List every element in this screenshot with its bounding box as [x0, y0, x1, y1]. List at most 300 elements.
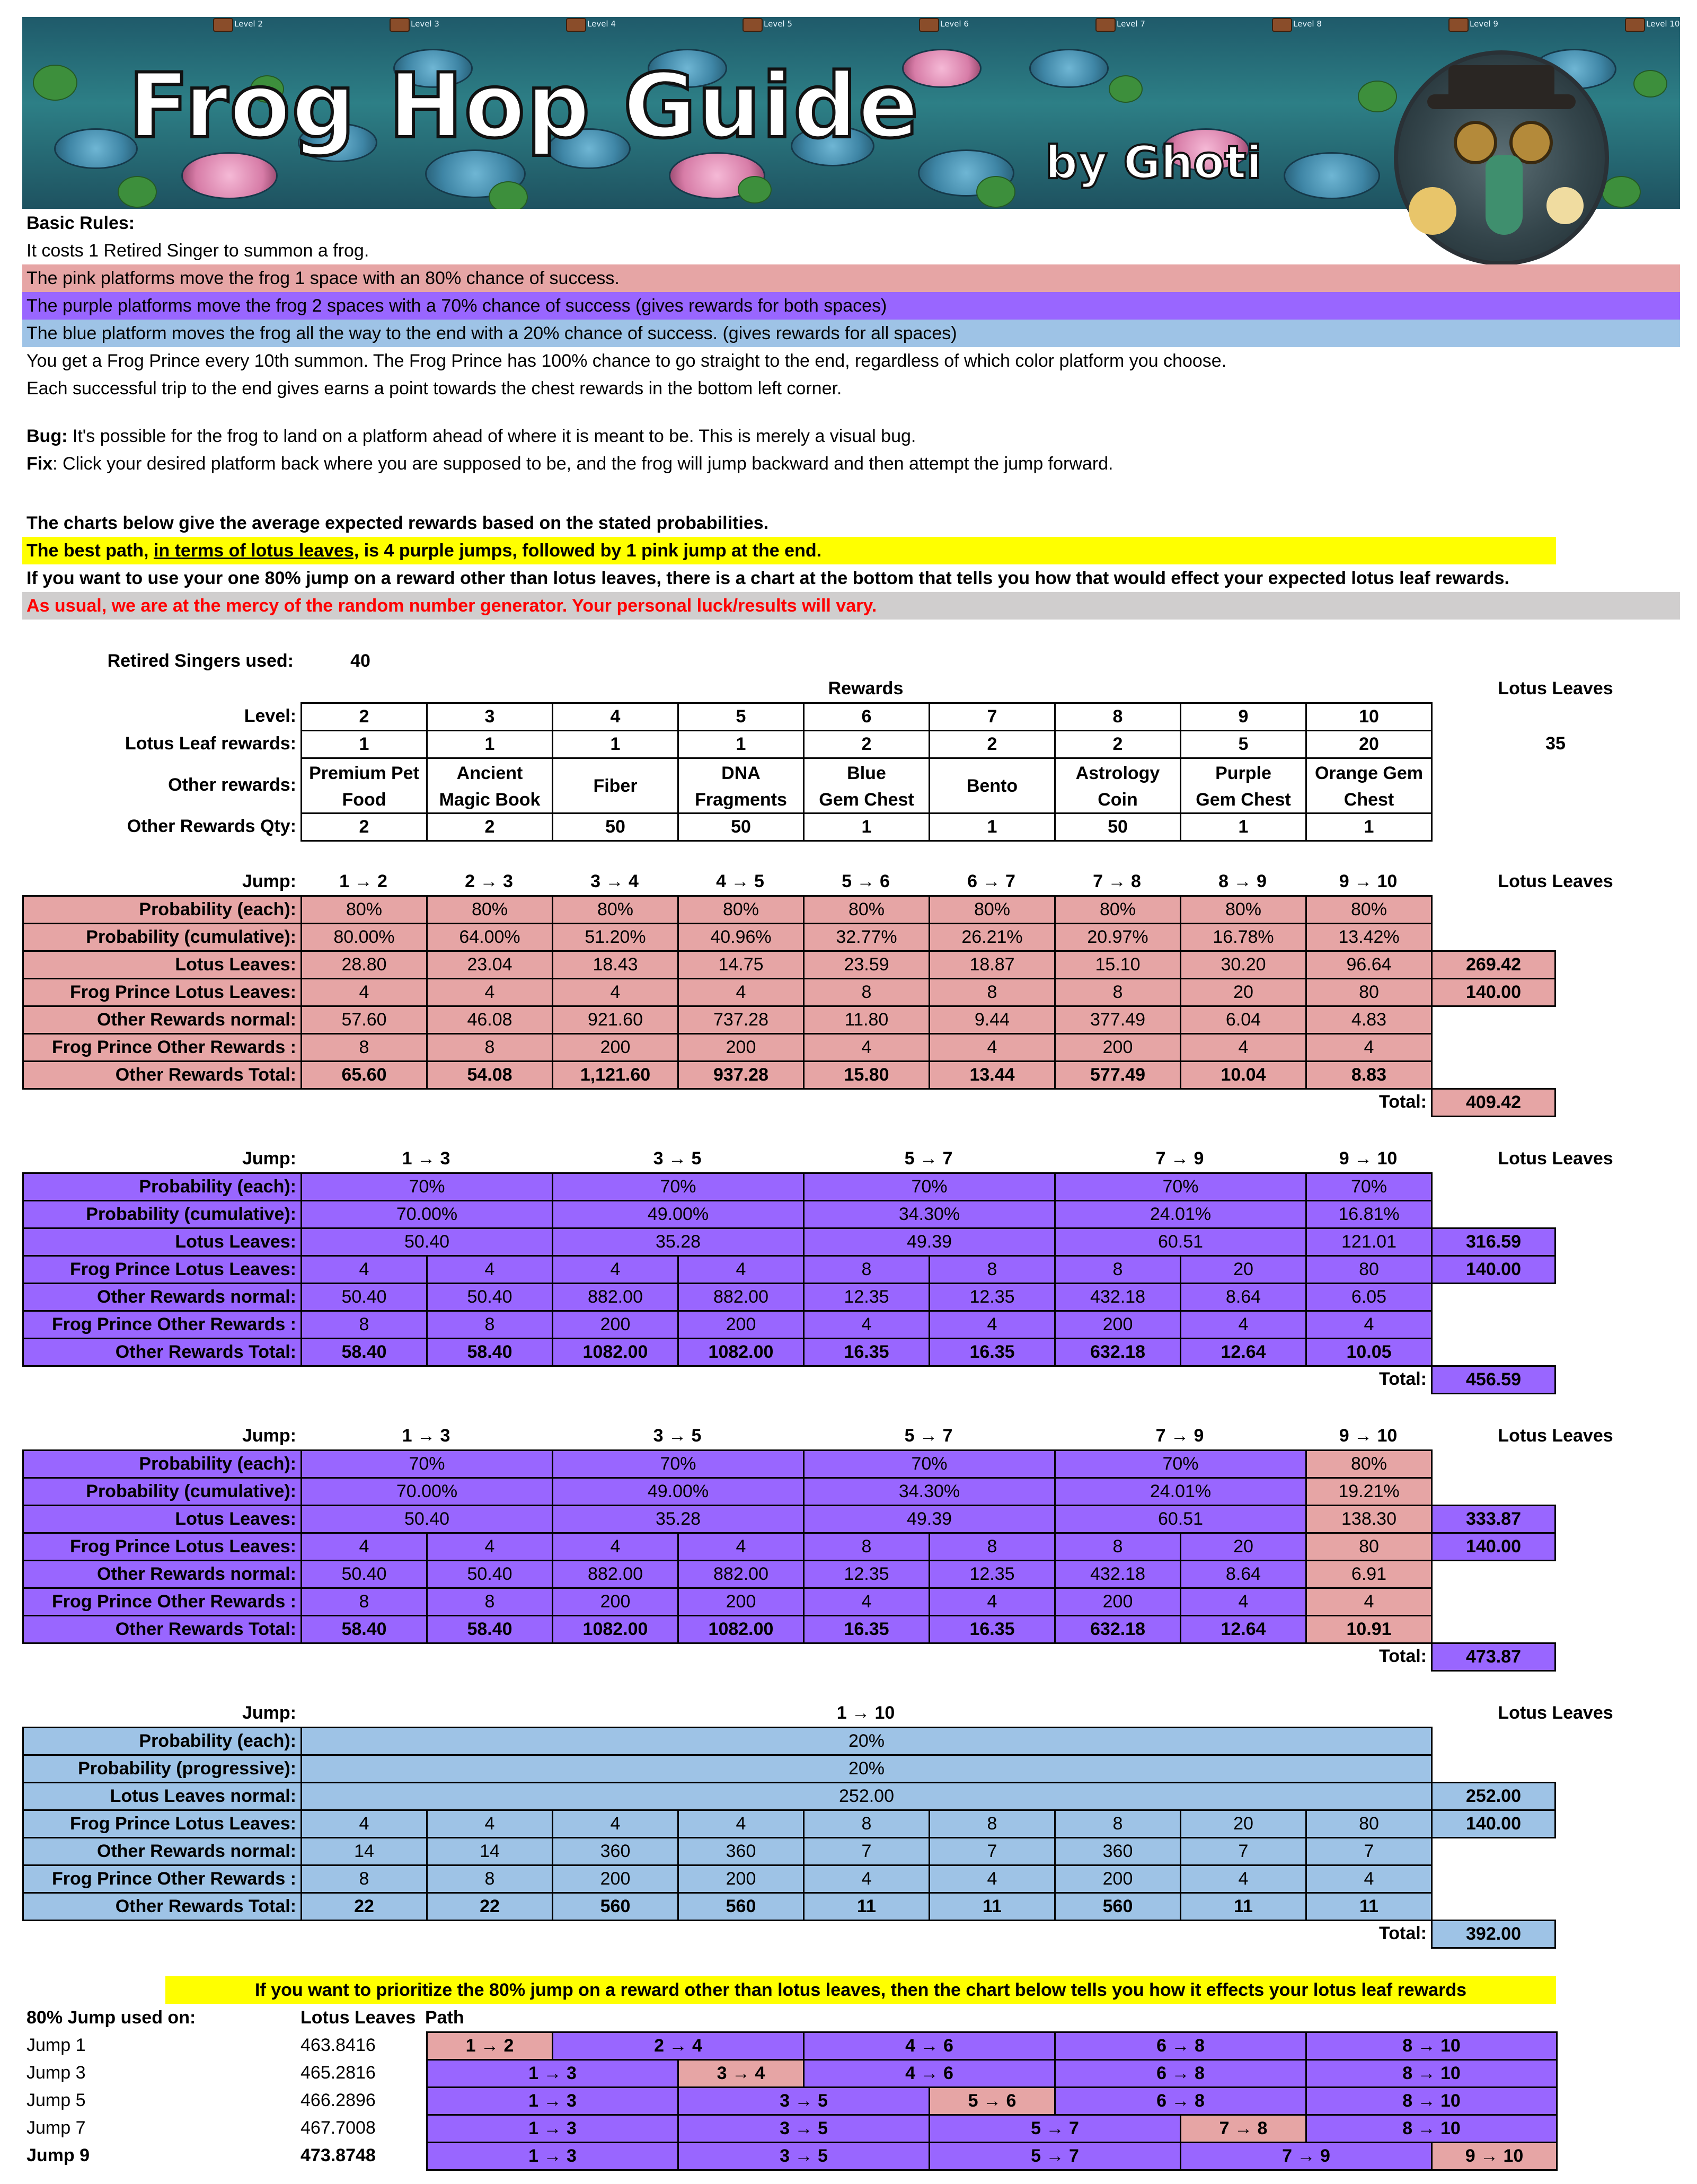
- lotus-reward-total: 35: [1545, 733, 1566, 754]
- lotus-leaf-icon: [489, 181, 528, 209]
- pink-jump-header: 9 → 10: [1339, 871, 1398, 891]
- lotus-leaf-icon: [118, 176, 157, 208]
- lily-pad-icon: [54, 128, 138, 169]
- pink-other-normal-cell: 4.83: [1305, 1005, 1433, 1034]
- purple-fp-other-label: Frog Prince Other Rewards :: [22, 1310, 302, 1339]
- mixed-other-normal-label: Other Rewards normal:: [22, 1560, 302, 1589]
- pink-jump-header: 3 → 4: [590, 871, 639, 891]
- pink-lotus-heading: Lotus Leaves: [1498, 871, 1613, 891]
- blue-lotus-normal-label: Lotus Leaves normal:: [22, 1782, 302, 1811]
- pink-prob-each-cell: 80%: [300, 895, 428, 924]
- priority-path-segment: 5 → 7: [929, 2114, 1181, 2143]
- level-marker: Level 3: [411, 19, 439, 29]
- pink-lotus-sum: 269.42: [1431, 950, 1556, 979]
- purple-prob-each-cell: 70%: [1305, 1172, 1433, 1201]
- pink-lotus-cell: 30.20: [1180, 950, 1307, 979]
- pink-other-total-cell: 8.83: [1305, 1060, 1433, 1090]
- lotus-reward-cell: 1: [300, 730, 428, 759]
- priority-path-segment: 7 → 9: [1180, 2142, 1433, 2171]
- priority-path-segment: 1 → 3: [426, 2142, 679, 2171]
- blue-other-normal-cell: 360: [552, 1837, 679, 1866]
- other-qty-cell: 2: [426, 812, 553, 842]
- rule-frog-prince: You get a Frog Prince every 10th summon. The Frog Prince has 100% chance to go straight to the end, regardless of which color platform you choose.: [26, 351, 1227, 371]
- mixed-lotus-cell: 49.39: [803, 1505, 1056, 1534]
- purple-prob-cum-cell: 34.30%: [803, 1200, 1056, 1229]
- purple-other-total-cell: 10.05: [1305, 1338, 1433, 1367]
- level-cell: 8: [1054, 702, 1181, 731]
- pink-prob-cum-cell: 64.00%: [426, 923, 553, 952]
- lotus-leaf-icon: [738, 176, 772, 204]
- purple-prob-each-cell: 70%: [552, 1172, 805, 1201]
- mixed-prob-each-cell: 70%: [803, 1449, 1056, 1479]
- pink-fp-other-cell: 200: [552, 1033, 679, 1062]
- purple-other-total-cell: 1082.00: [677, 1338, 805, 1367]
- mixed-fp-lotus-cell: 4: [552, 1532, 679, 1561]
- purple-other-normal-cell: 6.05: [1305, 1283, 1433, 1312]
- blue-fp-other-cell: 4: [1180, 1864, 1307, 1894]
- blue-other-total-cell: 22: [426, 1892, 553, 1921]
- blue-other-total-cell: 22: [300, 1892, 428, 1921]
- mixed-fp-lotus-cell: 4: [300, 1532, 428, 1561]
- purple-fp-other-cell: 4: [1180, 1310, 1307, 1339]
- purple-prob-each-cell: 70%: [803, 1172, 1056, 1201]
- rewards-heading: Rewards: [828, 678, 904, 698]
- purple-other-total-cell: 1082.00: [552, 1338, 679, 1367]
- mixed-other-total-cell: 16.35: [929, 1615, 1056, 1644]
- level-label: Level:: [244, 706, 296, 726]
- pink-fp-lotus-cell: 20: [1180, 978, 1307, 1007]
- mixed-fp-other-cell: 200: [677, 1587, 805, 1616]
- purple-prob-each-cell: 70%: [1054, 1172, 1307, 1201]
- lotus-reward-cell: 2: [803, 730, 930, 759]
- blue-other-normal-cell: 14: [300, 1837, 428, 1866]
- purple-fp-lotus-sum: 140.00: [1431, 1255, 1556, 1284]
- mixed-other-normal-cell: 882.00: [552, 1560, 679, 1589]
- singers-used-label: Retired Singers used:: [107, 651, 294, 671]
- blue-fp-lotus-sum: 140.00: [1431, 1809, 1556, 1838]
- priority-row-label: Jump 7: [26, 2118, 86, 2138]
- rule-blue-platform: The blue platform moves the frog all the way to the end with a 20% chance of success. (gives rewards for all spaces): [22, 320, 1680, 347]
- purple-other-total-cell: 632.18: [1054, 1338, 1181, 1367]
- pink-other-normal-cell: 6.04: [1180, 1005, 1307, 1034]
- level-cell: 9: [1180, 702, 1307, 731]
- rule-purple-platform: The purple platforms move the frog 2 spaces with a 70% chance of success (gives rewards for both spaces): [22, 292, 1680, 320]
- pink-lotus-cell: 18.87: [929, 950, 1056, 979]
- treasure-chest-icon: [1095, 18, 1116, 32]
- pink-other-total-cell: 15.80: [803, 1060, 930, 1090]
- purple-lotus-cell: 60.51: [1054, 1227, 1307, 1257]
- priority-path-segment: 8 → 10: [1305, 2031, 1558, 2061]
- lotus-leaf-icon: [1358, 81, 1397, 112]
- lotus-leaf-icon: [1633, 70, 1667, 98]
- charts-intro: The charts below give the average expected rewards based on the stated probabilities.: [26, 513, 769, 533]
- pink-fp-other-cell: 200: [1054, 1033, 1181, 1062]
- mixed-fp-other-cell: 4: [1180, 1587, 1307, 1616]
- mixed-lotus-cell: 50.40: [300, 1505, 553, 1534]
- other-reward-cell: [1180, 757, 1307, 814]
- mixed-jump-header: 9 → 10: [1339, 1426, 1398, 1446]
- blue-other-total-cell: 560: [677, 1892, 805, 1921]
- purple-other-total-cell: 16.35: [929, 1338, 1056, 1367]
- blue-fp-other-cell: 200: [1054, 1864, 1181, 1894]
- blue-other-normal-cell: 360: [677, 1837, 805, 1866]
- purple-fp-other-cell: 8: [300, 1310, 428, 1339]
- pink-fp-other-cell: 200: [677, 1033, 805, 1062]
- priority-path-segment: 5 → 7: [929, 2142, 1181, 2171]
- purple-other-normal-cell: 50.40: [300, 1283, 428, 1312]
- blue-other-total-cell: 560: [552, 1892, 679, 1921]
- blue-prob-prog-label: Probability (progressive):: [22, 1754, 302, 1783]
- basic-rules-heading: Basic Rules:: [26, 213, 135, 233]
- pink-prob-cum-cell: 80.00%: [300, 923, 428, 952]
- blue-fp-lotus-cell: 8: [1054, 1809, 1181, 1838]
- treasure-chest-icon: [390, 18, 410, 32]
- pink-prob-cum-cell: 51.20%: [552, 923, 679, 952]
- mixed-prob-each-label: Probability (each):: [22, 1449, 302, 1479]
- purple-lotus-cell: 121.01: [1305, 1227, 1433, 1257]
- mixed-fp-other-cell: 4: [929, 1587, 1056, 1616]
- priority-path-segment: 6 → 8: [1054, 2059, 1307, 2088]
- level-cell: 2: [300, 702, 428, 731]
- mixed-fp-lotus-sum: 140.00: [1431, 1532, 1556, 1561]
- mixed-other-total-cell: 1082.00: [677, 1615, 805, 1644]
- other-qty-cell: 1: [929, 812, 1056, 842]
- mixed-fp-other-label: Frog Prince Other Rewards :: [22, 1587, 302, 1616]
- mixed-other-normal-cell: 6.91: [1305, 1560, 1433, 1589]
- other-reward-line: Gem Chest: [1196, 790, 1291, 810]
- purple-jump-header: 7 → 9: [1155, 1148, 1204, 1169]
- mixed-other-normal-cell: 12.35: [929, 1560, 1056, 1589]
- purple-other-normal-cell: 432.18: [1054, 1283, 1181, 1312]
- blue-fp-lotus-cell: 8: [929, 1809, 1056, 1838]
- rng-warning: As usual, we are at the mercy of the random number generator. Your personal luck/results will vary.: [22, 592, 1680, 620]
- mixed-lotus-label: Lotus Leaves:: [22, 1505, 302, 1534]
- pink-prob-each-cell: 80%: [677, 895, 805, 924]
- bug-note: [22, 422, 916, 450]
- purple-lotus-sum: 316.59: [1431, 1227, 1556, 1257]
- pink-other-total-cell: 13.44: [929, 1060, 1056, 1090]
- mixed-lotus-cell: 60.51: [1054, 1505, 1307, 1534]
- lily-pad-icon: [1284, 152, 1380, 199]
- lotus-reward-cell: 20: [1305, 730, 1433, 759]
- treasure-chest-icon: [1448, 18, 1469, 32]
- purple-fp-lotus-cell: 20: [1180, 1255, 1307, 1284]
- mixed-other-total-cell: 1082.00: [552, 1615, 679, 1644]
- mixed-fp-other-cell: 200: [552, 1587, 679, 1616]
- other-reward-cell: [1054, 757, 1181, 814]
- treasure-chest-icon: [1625, 18, 1645, 32]
- other-reward-cell: [677, 757, 805, 814]
- mixed-prob-cum-cell: 34.30%: [803, 1477, 1056, 1506]
- priority-path-segment: 6 → 8: [1054, 2031, 1307, 2061]
- other-qty-cell: 1: [803, 812, 930, 842]
- blue-fp-lotus-cell: 20: [1180, 1809, 1307, 1838]
- best-path-a: The best path,: [26, 541, 154, 561]
- purple-other-normal-cell: 12.35: [803, 1283, 930, 1312]
- pink-fp-lotus-cell: 4: [552, 978, 679, 1007]
- other-reward-line: Astrology: [1075, 763, 1160, 783]
- blue-fp-other-label: Frog Prince Other Rewards :: [22, 1864, 302, 1894]
- pink-other-total-cell: 10.04: [1180, 1060, 1307, 1090]
- best-path-c: is 4 purple jumps, followed by 1 pink jump at the end.: [359, 541, 822, 561]
- rule-pink-platform: The pink platforms move the frog 1 space with an 80% chance of success.: [22, 264, 1680, 292]
- priority-path-segment: 9 → 10: [1431, 2142, 1558, 2171]
- level-cell: 3: [426, 702, 553, 731]
- pink-jump-header: 7 → 8: [1093, 871, 1141, 891]
- purple-jump-header: 5 → 7: [904, 1148, 953, 1169]
- blue-lotus-normal-sum: 252.00: [1431, 1782, 1556, 1811]
- mixed-lotus-cell: 35.28: [552, 1505, 805, 1534]
- pink-lotus-cell: 96.64: [1305, 950, 1433, 979]
- pink-total-value: 409.42: [1431, 1088, 1556, 1117]
- purple-prob-cum-cell: 49.00%: [552, 1200, 805, 1229]
- mixed-jump-header: 5 → 7: [904, 1426, 953, 1446]
- lily-pad-icon: [1029, 49, 1109, 88]
- blue-prob-each-cell: 20%: [300, 1727, 1433, 1756]
- lotus-reward-label: Lotus Leaf rewards:: [125, 733, 296, 754]
- blue-fp-other-cell: 8: [300, 1864, 428, 1894]
- pink-other-normal-cell: 377.49: [1054, 1005, 1181, 1034]
- level-marker: Level 8: [1293, 19, 1322, 29]
- priority-path-segment: 4 → 6: [803, 2031, 1056, 2061]
- purple-fp-lotus-cell: 4: [426, 1255, 553, 1284]
- pink-prob-cum-cell: 16.78%: [1180, 923, 1307, 952]
- guide-title: Frog Hop Guide: [128, 54, 920, 158]
- other-reward-line: Gem Chest: [819, 790, 914, 810]
- treasure-chest-icon: [213, 18, 233, 32]
- priority-row-value: 467.7008: [300, 2118, 376, 2138]
- mixed-other-total-label: Other Rewards Total:: [22, 1615, 302, 1644]
- level-cell: 4: [552, 702, 679, 731]
- blue-other-normal-cell: 7: [1305, 1837, 1433, 1866]
- other-qty-label: Other Rewards Qty:: [127, 816, 296, 836]
- pink-other-total-cell: 54.08: [426, 1060, 553, 1090]
- mixed-fp-other-cell: 8: [300, 1587, 428, 1616]
- mixed-other-total-cell: 12.64: [1180, 1615, 1307, 1644]
- pink-other-normal-cell: 46.08: [426, 1005, 553, 1034]
- blue-total-label: Total:: [1378, 1923, 1427, 1943]
- priority-path-segment: 8 → 10: [1305, 2086, 1558, 2116]
- mixed-other-normal-cell: 12.35: [803, 1560, 930, 1589]
- pink-other-normal-label: Other Rewards normal:: [22, 1005, 302, 1034]
- blue-other-total-cell: 11: [929, 1892, 1056, 1921]
- other-reward-line: Coin: [1098, 790, 1138, 810]
- priority-row-value: 463.8416: [300, 2035, 376, 2055]
- mixed-lotus-sum: 333.87: [1431, 1505, 1556, 1534]
- other-rewards-label: Other rewards:: [168, 775, 296, 795]
- lotus-reward-cell: 2: [1054, 730, 1181, 759]
- pink-fp-other-cell: 4: [1305, 1033, 1433, 1062]
- purple-lotus-label: Lotus Leaves:: [22, 1227, 302, 1257]
- blue-fp-lotus-cell: 4: [426, 1809, 553, 1838]
- purple-fp-lotus-cell: 8: [1054, 1255, 1181, 1284]
- priority-path-segment: 8 → 10: [1305, 2059, 1558, 2088]
- bug-text: It's possible for the frog to land on a platform ahead of where it is meant to be. This is merely a visual bug.: [67, 426, 916, 446]
- lotus-reward-cell: 2: [929, 730, 1056, 759]
- blue-other-total-cell: 11: [1180, 1892, 1307, 1921]
- pink-prob-cum-cell: 13.42%: [1305, 923, 1433, 952]
- other-qty-cell: 2: [300, 812, 428, 842]
- priority-path-segment: 6 → 8: [1054, 2086, 1307, 2116]
- blue-other-normal-cell: 14: [426, 1837, 553, 1866]
- lotus-leaf-icon: [1109, 75, 1143, 103]
- other-reward-cell: Bento: [929, 757, 1056, 814]
- priority-path-segment: 3 → 5: [677, 2086, 930, 2116]
- blue-other-normal-cell: 7: [929, 1837, 1056, 1866]
- mixed-other-total-cell: 58.40: [300, 1615, 428, 1644]
- other-qty-cell: 50: [677, 812, 805, 842]
- pink-total-label: Total:: [1378, 1092, 1427, 1112]
- mixed-jump-label: Jump:: [242, 1426, 296, 1446]
- treasure-chest-icon: [743, 18, 763, 32]
- blue-prob-prog-cell: 20%: [300, 1754, 1433, 1783]
- mixed-prob-each-cell: 70%: [300, 1449, 553, 1479]
- purple-lotus-heading: Lotus Leaves: [1498, 1148, 1613, 1169]
- pink-fp-lotus-cell: 4: [677, 978, 805, 1007]
- level-marker: Level 5: [764, 19, 792, 29]
- mixed-prob-cum-label: Probability (cumulative):: [22, 1477, 302, 1506]
- mixed-fp-lotus-cell: 8: [1054, 1532, 1181, 1561]
- mixed-other-total-cell: 10.91: [1305, 1615, 1433, 1644]
- blue-fp-other-cell: 200: [677, 1864, 805, 1894]
- pink-fp-other-label: Frog Prince Other Rewards :: [22, 1033, 302, 1062]
- pink-jump-label: Jump:: [242, 871, 296, 891]
- fix-note: [22, 450, 1113, 478]
- purple-fp-lotus-cell: 4: [677, 1255, 805, 1284]
- purple-other-total-cell: 16.35: [803, 1338, 930, 1367]
- pink-lotus-label: Lotus Leaves:: [22, 950, 302, 979]
- blue-fp-other-cell: 4: [1305, 1864, 1433, 1894]
- purple-other-normal-cell: 12.35: [929, 1283, 1056, 1312]
- purple-fp-lotus-cell: 4: [300, 1255, 428, 1284]
- pink-other-normal-cell: 9.44: [929, 1005, 1056, 1034]
- pink-prob-each-cell: 80%: [1180, 895, 1307, 924]
- mixed-jump-header: 7 → 9: [1155, 1426, 1204, 1446]
- other-reward-line: Blue: [847, 763, 886, 783]
- blue-fp-lotus-cell: 4: [300, 1809, 428, 1838]
- mixed-fp-other-cell: 4: [803, 1587, 930, 1616]
- mixed-other-normal-cell: 8.64: [1180, 1560, 1307, 1589]
- purple-jump-label: Jump:: [242, 1148, 296, 1169]
- mixed-jump-header: 1 → 3: [402, 1426, 450, 1446]
- blue-other-total-cell: 11: [1305, 1892, 1433, 1921]
- purple-fp-lotus-cell: 8: [929, 1255, 1056, 1284]
- mixed-fp-lotus-label: Frog Prince Lotus Leaves:: [22, 1532, 302, 1561]
- pink-other-total-cell: 1,121.60: [552, 1060, 679, 1090]
- pink-fp-other-cell: 8: [426, 1033, 553, 1062]
- pink-other-normal-cell: 11.80: [803, 1005, 930, 1034]
- purple-fp-lotus-cell: 8: [803, 1255, 930, 1284]
- pink-fp-lotus-cell: 8: [929, 978, 1056, 1007]
- best-path-note: [22, 537, 1556, 564]
- priority-row-value: 473.8748: [300, 2145, 376, 2165]
- pink-other-normal-cell: 57.60: [300, 1005, 428, 1034]
- blue-fp-lotus-cell: 4: [552, 1809, 679, 1838]
- mixed-fp-other-cell: 200: [1054, 1587, 1181, 1616]
- mixed-prob-each-cell: 70%: [1054, 1449, 1307, 1479]
- blue-fp-other-cell: 200: [552, 1864, 679, 1894]
- purple-lotus-cell: 49.39: [803, 1227, 1056, 1257]
- blue-other-total-cell: 560: [1054, 1892, 1181, 1921]
- rule-summon-cost: It costs 1 Retired Singer to summon a frog.: [26, 241, 369, 261]
- pink-prob-each-cell: 80%: [426, 895, 553, 924]
- fix-label: Fix: [26, 454, 53, 474]
- rule-chest-points: Each successful trip to the end gives earns a point towards the chest rewards in the bottom left corner.: [26, 378, 842, 399]
- purple-fp-lotus-label: Frog Prince Lotus Leaves:: [22, 1255, 302, 1284]
- level-cell: 6: [803, 702, 930, 731]
- pink-lotus-cell: 15.10: [1054, 950, 1181, 979]
- lotus-leaf-icon: [33, 65, 77, 101]
- mixed-fp-lotus-cell: 4: [426, 1532, 553, 1561]
- blue-lotus-normal-cell: 252.00: [300, 1782, 1433, 1811]
- mixed-total-label: Total:: [1378, 1646, 1427, 1666]
- mixed-other-total-cell: 632.18: [1054, 1615, 1181, 1644]
- pink-other-normal-cell: 737.28: [677, 1005, 805, 1034]
- lotus-reward-cell: 5: [1180, 730, 1307, 759]
- purple-fp-lotus-cell: 80: [1305, 1255, 1433, 1284]
- priority-col-used: 80% Jump used on:: [26, 2008, 196, 2028]
- lotus-leaves-heading: Lotus Leaves: [1498, 678, 1613, 698]
- treasure-chest-icon: [566, 18, 586, 32]
- mixed-fp-other-cell: 8: [426, 1587, 553, 1616]
- purple-other-normal-cell: 8.64: [1180, 1283, 1307, 1312]
- pink-lotus-cell: 28.80: [300, 950, 428, 979]
- mixed-prob-cum-cell: 19.21%: [1305, 1477, 1433, 1506]
- pink-fp-lotus-cell: 4: [426, 978, 553, 1007]
- plague-doctor-avatar-icon: [1394, 50, 1609, 266]
- priority-path-segment: 7 → 8: [1180, 2114, 1307, 2143]
- other-reward-line: Food: [342, 790, 386, 810]
- pink-jump-header: 8 → 9: [1218, 871, 1267, 891]
- blue-jump-header: 1 → 10: [836, 1703, 895, 1723]
- lily-pad-icon: [181, 152, 278, 199]
- priority-row-label: Jump 1: [26, 2035, 86, 2055]
- priority-row-value: 465.2816: [300, 2063, 376, 2083]
- level-marker: Level 7: [1117, 19, 1145, 29]
- level-marker: Level 2: [234, 19, 263, 29]
- mixed-other-total-cell: 58.40: [426, 1615, 553, 1644]
- priority-path-segment: 8 → 10: [1305, 2114, 1558, 2143]
- purple-other-normal-cell: 882.00: [677, 1283, 805, 1312]
- mixed-prob-cum-cell: 24.01%: [1054, 1477, 1307, 1506]
- purple-fp-lotus-cell: 4: [552, 1255, 679, 1284]
- purple-prob-cum-cell: 70.00%: [300, 1200, 553, 1229]
- pink-prob-cum-cell: 32.77%: [803, 923, 930, 952]
- lotus-reward-cell: 1: [677, 730, 805, 759]
- pink-prob-each-cell: 80%: [1305, 895, 1433, 924]
- blue-fp-other-cell: 4: [803, 1864, 930, 1894]
- purple-fp-other-cell: 4: [803, 1310, 930, 1339]
- blue-fp-lotus-cell: 8: [803, 1809, 930, 1838]
- mixed-prob-each-cell: 80%: [1305, 1449, 1433, 1479]
- purple-fp-other-cell: 200: [1054, 1310, 1181, 1339]
- pink-prob-each-cell: 80%: [929, 895, 1056, 924]
- priority-row-label: Jump 5: [26, 2090, 86, 2110]
- mixed-other-total-cell: 16.35: [803, 1615, 930, 1644]
- lotus-reward-cell: 1: [426, 730, 553, 759]
- blue-other-normal-label: Other Rewards normal:: [22, 1837, 302, 1866]
- purple-prob-each-cell: 70%: [300, 1172, 553, 1201]
- priority-banner: If you want to prioritize the 80% jump on a reward other than lotus leaves, then the chart below tells you how it effects your lotus leaf rewards: [165, 1976, 1556, 2004]
- mixed-fp-lotus-cell: 80: [1305, 1532, 1433, 1561]
- pink-fp-lotus-cell: 8: [1054, 978, 1181, 1007]
- pink-prob-cum-label: Probability (cumulative):: [22, 923, 302, 952]
- blue-fp-other-cell: 8: [426, 1864, 553, 1894]
- level-marker: Level 10: [1646, 19, 1680, 29]
- purple-other-total-cell: 12.64: [1180, 1338, 1307, 1367]
- other-reward-line: Ancient: [456, 763, 523, 783]
- purple-fp-other-cell: 8: [426, 1310, 553, 1339]
